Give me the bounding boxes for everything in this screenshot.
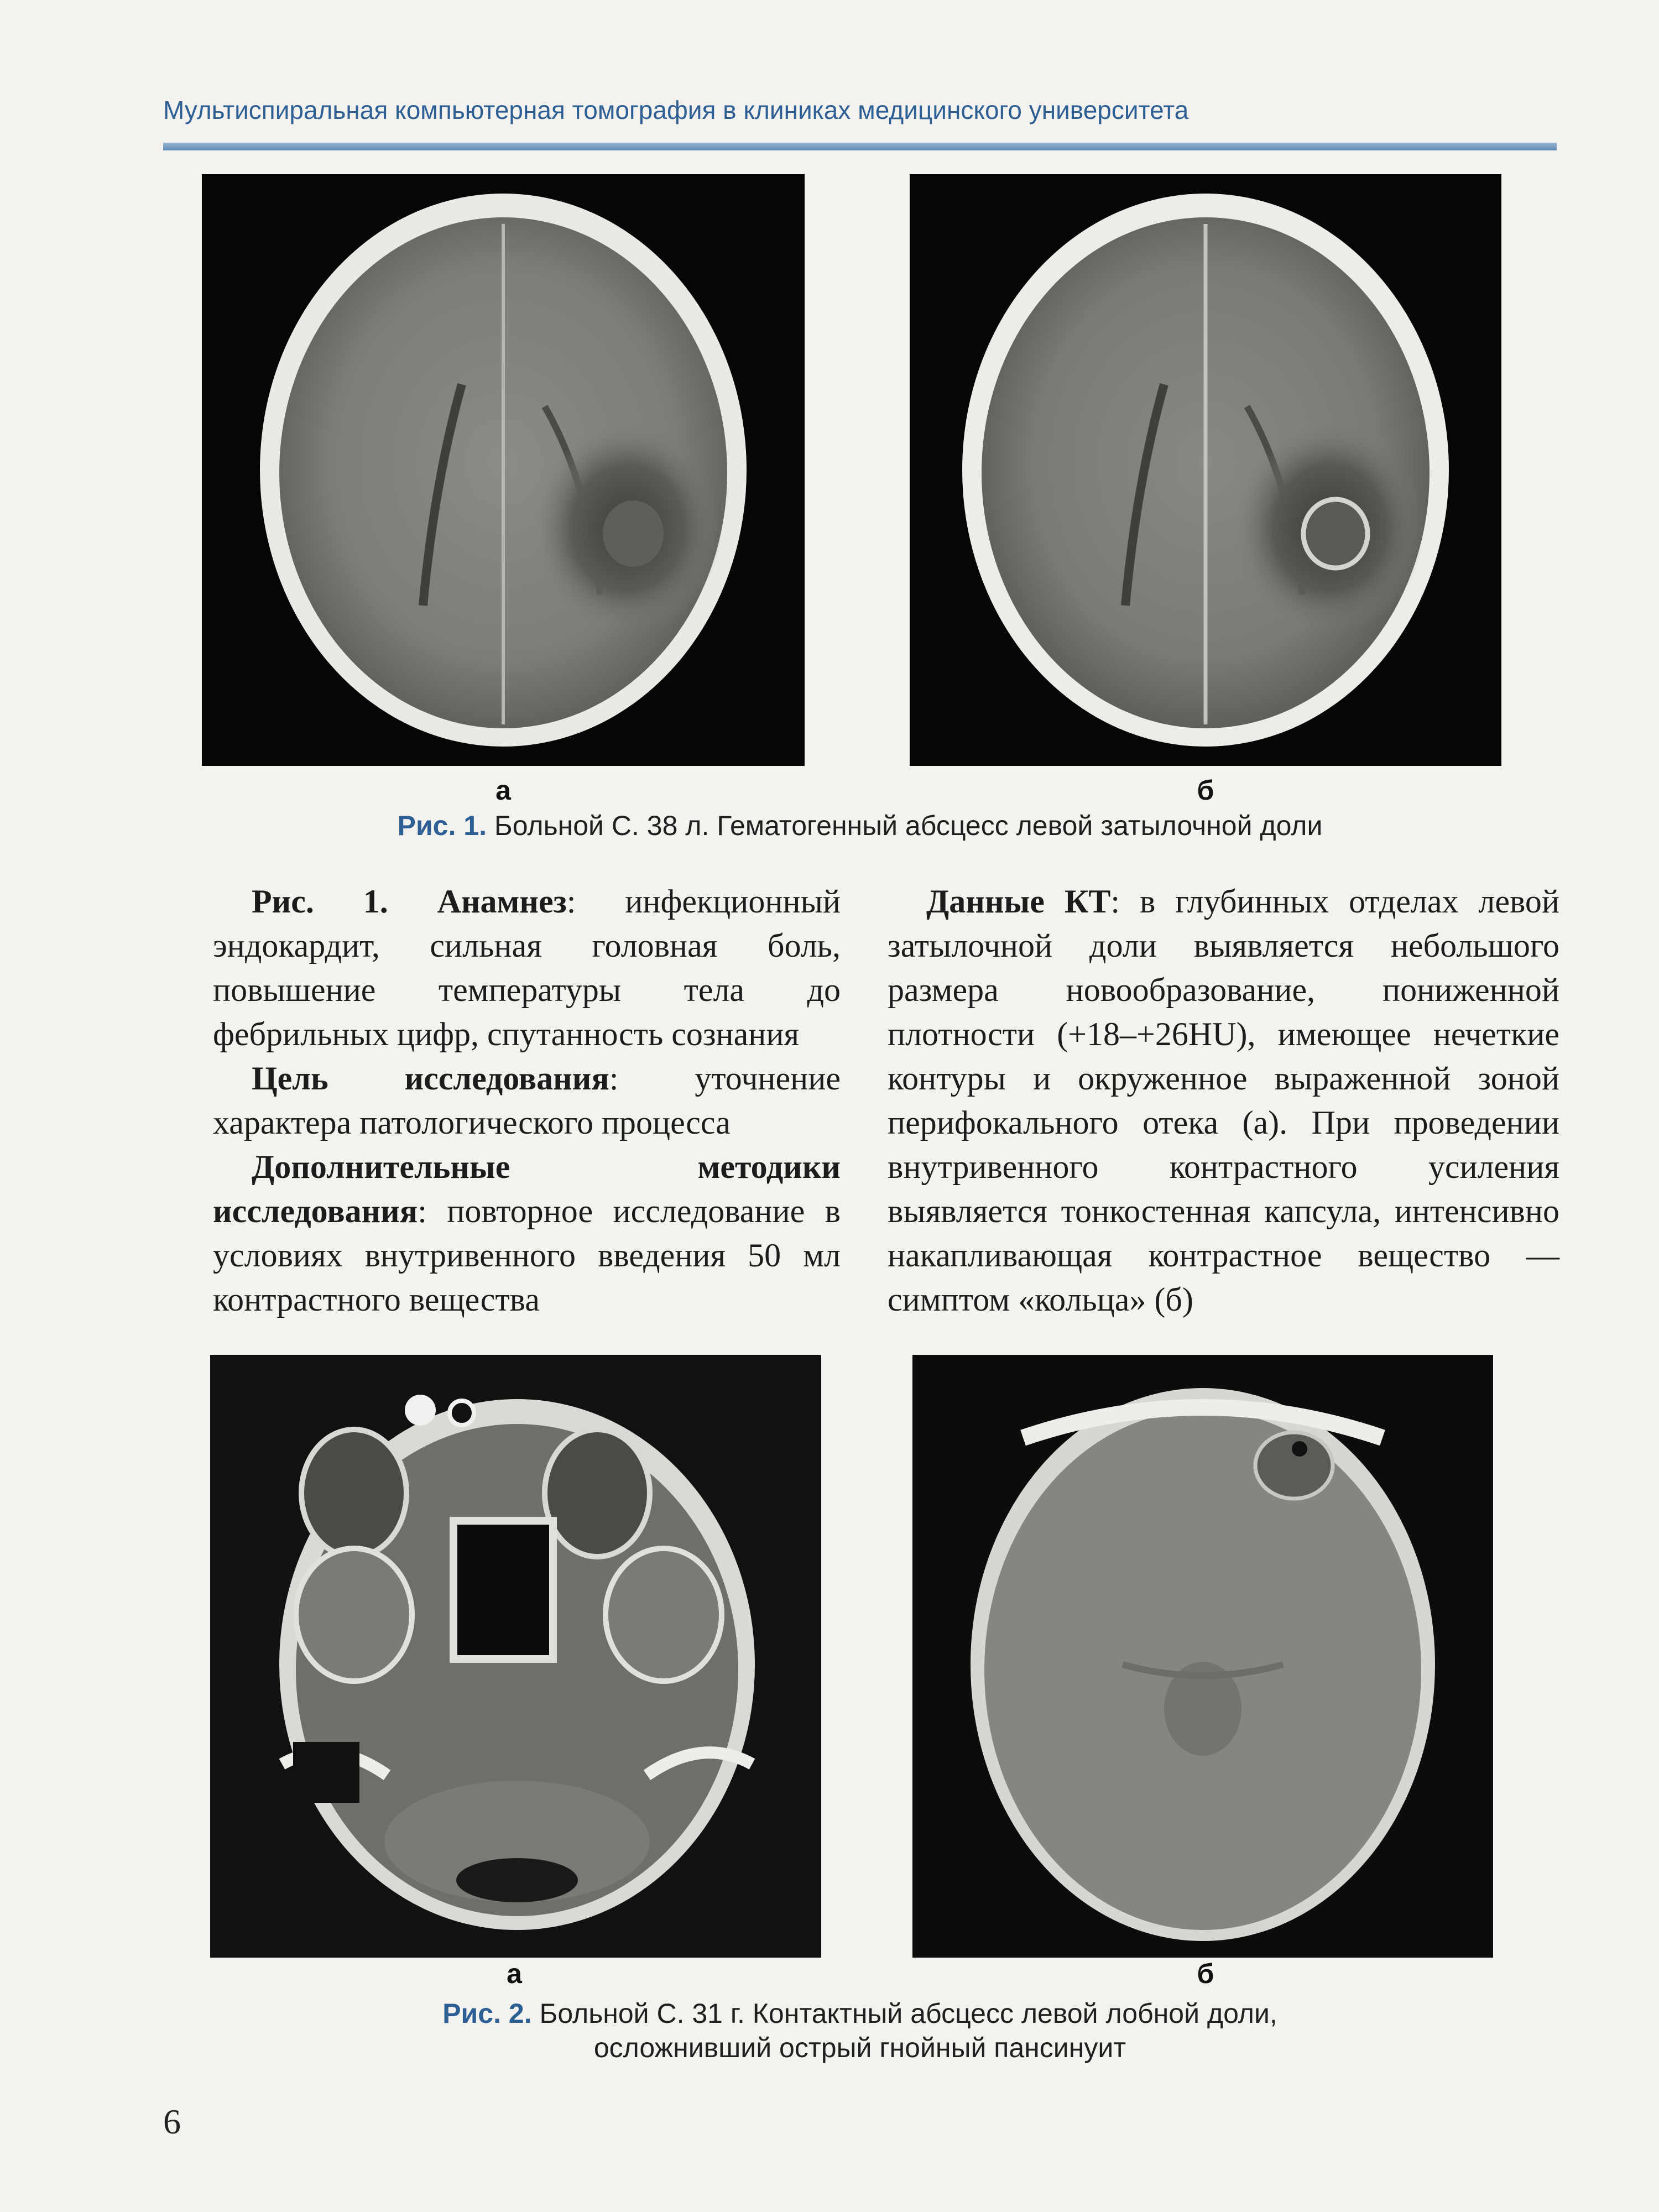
figure1-panel-b-label: б (1197, 775, 1214, 806)
figure1-panel-a-label: а (495, 775, 511, 806)
additional-methods-text: : повторное исследование в условиях внутривенного введения 50 мл контрастного вещества (213, 1193, 841, 1318)
figure2-caption-label: Рис. 2. (442, 1998, 532, 2029)
ct-findings-paragraph (888, 879, 1559, 1322)
figure1-ct-image-a (202, 174, 805, 766)
figure2-caption-line1 (166, 1996, 1554, 2031)
anamnesis-text: : инфекционный эндокардит, сильная головная боль, повышение температуры тела до фебрильных цифр, спутанность сознания (213, 883, 841, 1052)
figure2-panel-b-label: б (1197, 1958, 1214, 1989)
study-goal-label: Цель исследования (252, 1060, 609, 1097)
anamnesis-label: Рис. 1. Анамнез (252, 883, 567, 920)
additional-methods-label: Дополнительные методики исследования (213, 1149, 841, 1229)
right-text-column (888, 879, 1559, 1322)
figure2-caption-text-line1: Больной С. 31 г. Контактный абсцесс левой лобной доли, (539, 1998, 1277, 2029)
page-number: 6 (163, 2102, 181, 2141)
figure1-ct-image-b (910, 174, 1501, 766)
figure2-ct-image-a (210, 1355, 821, 1958)
figure2-caption (166, 1996, 1554, 2065)
header-rule (163, 143, 1557, 150)
figure2-caption-text-line2: осложнивший острый гнойный пансинуит (593, 2032, 1126, 2063)
anamnesis-paragraph (213, 879, 841, 1056)
study-goal-paragraph (213, 1056, 841, 1145)
left-text-column (213, 879, 841, 1322)
additional-methods-paragraph (213, 1145, 841, 1322)
figure1-caption-text: Больной С. 38 л. Гематогенный абсцесс левой затылочной доли (494, 810, 1323, 841)
figure1-caption-label: Рис. 1. (397, 810, 487, 841)
figure2-panel-a-label: а (507, 1958, 522, 1989)
running-head: Мультиспиральная компьютерная томография в клиниках медицинского университета (163, 96, 1189, 124)
ct-findings-label: Данные КТ (926, 883, 1111, 920)
figure2-ct-image-b (912, 1355, 1493, 1958)
ct-findings-text: : в глубинных отделах левой затылочной доли выявляется небольшого размера новообразование, пониженной плотности (+18–+26HU), имеющее нечеткие контуры и окруженное выраженной зоной перифокального отека (а). При проведении внутривенного контрастного усиления выявляется тонкостенная капсула, интенсивно накапливающая контрастное вещество — симптом «кольца» (б) (888, 883, 1560, 1318)
study-goal-text: : уточнение характера патологического процесса (213, 1060, 841, 1141)
figure1-caption (166, 808, 1554, 843)
